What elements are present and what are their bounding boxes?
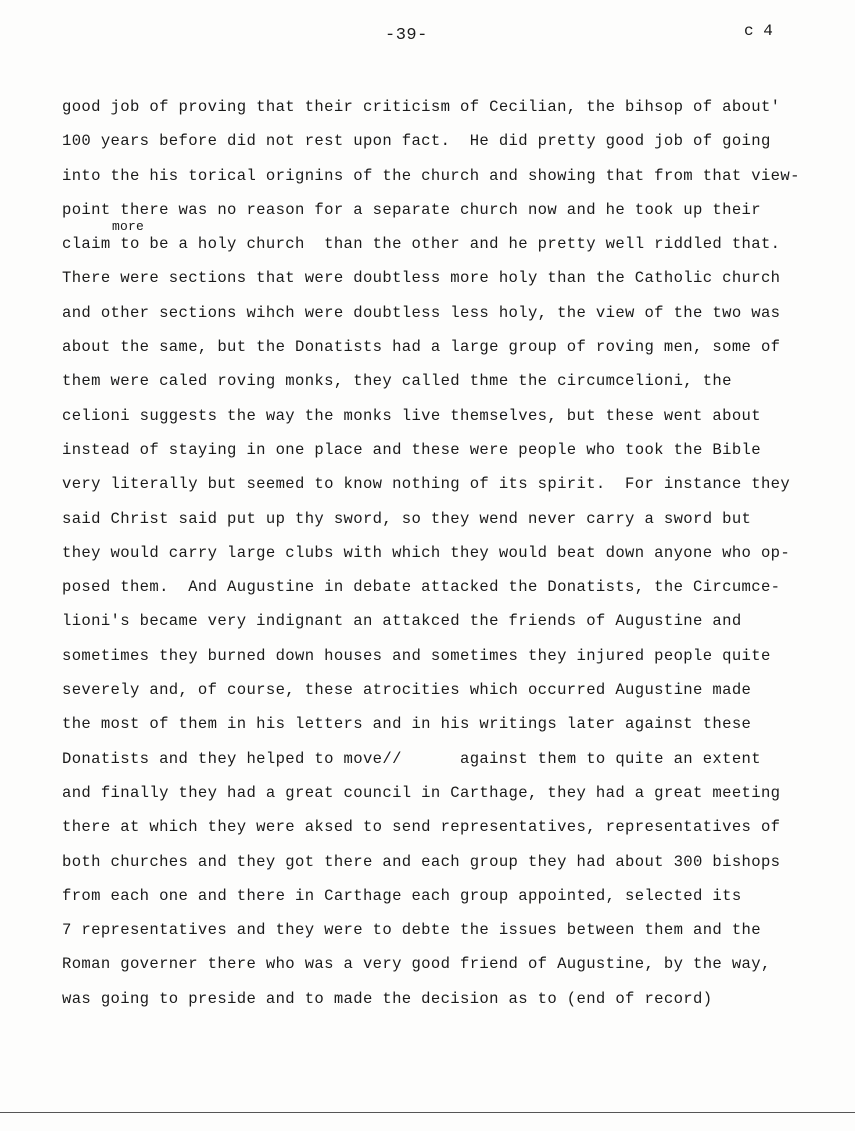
text-line: Donatists and they helped to move// against them to quite an extent (62, 749, 761, 768)
text-line: about the same, but the Donatists had a large group of roving men, some of (62, 338, 781, 357)
text-line: Roman governer there who was a very good friend of Augustine, by the way, (62, 955, 771, 974)
section-code: c 4 (744, 22, 773, 40)
page-number: -39- (385, 26, 428, 45)
text-line: both churches and they got there and each group they had about 300 bishops (62, 852, 781, 871)
text-line: the most of them in his letters and in his writings later against these (62, 715, 752, 734)
text-line: they would carry large clubs with which they would beat down anyone who op- (62, 543, 791, 562)
text-line: very literally but seemed to know nothing of its spirit. For instance they (62, 475, 791, 494)
text-line: 7 representatives and they were to debte the issues between them and the (62, 921, 761, 940)
text-line: severely and, of course, these atrocities which occurred Augustine made (62, 681, 752, 700)
text-line: into the his torical orignins of the church and showing that from that view- (62, 166, 800, 185)
text-line: instead of staying in one place and these were people who took the Bible (62, 440, 761, 459)
text-line: 100 years before did not rest upon fact. He did pretty good job of going (62, 132, 771, 151)
text-line: and other sections wihch were doubtless less holy, the view of the two was (62, 303, 781, 322)
text-line: sometimes they burned down houses and sometimes they injured people quite (62, 646, 771, 665)
body-text (62, 97, 842, 1023)
text-line: point there was no reason for a separate church now and he took up their (62, 200, 761, 219)
text-line: good job of proving that their criticism of Cecilian, the bihsop of about' (62, 98, 781, 116)
bottom-rule (0, 1112, 855, 1113)
text-line: them were caled roving monks, they called thme the circumcelioni, the (62, 372, 732, 391)
text-line: There were sections that were doubtless more holy than the Catholic church (62, 269, 781, 288)
text-line: and finally they had a great council in Carthage, they had a great meeting (62, 783, 781, 802)
text-line: celioni suggests the way the monks live themselves, but these went about (62, 406, 761, 425)
text-line: said Christ said put up thy sword, so they wend never carry a sword but (62, 509, 752, 528)
text-line: was going to preside and to made the decision as to (end of record) (62, 989, 713, 1008)
text-line: posed them. And Augustine in debate attacked the Donatists, the Circumce- (62, 578, 781, 597)
text-line: lioni's became very indignant an attakced the friends of Augustine and (62, 612, 742, 631)
text-line: from each one and there in Carthage each group appointed, selected its (62, 886, 742, 905)
text-line: there at which they were aksed to send representatives, representatives of (62, 818, 781, 837)
handwritten-insertion: more (112, 219, 145, 234)
text-line: claim to be a holy church than the other and he pretty well riddled that. (62, 235, 781, 254)
